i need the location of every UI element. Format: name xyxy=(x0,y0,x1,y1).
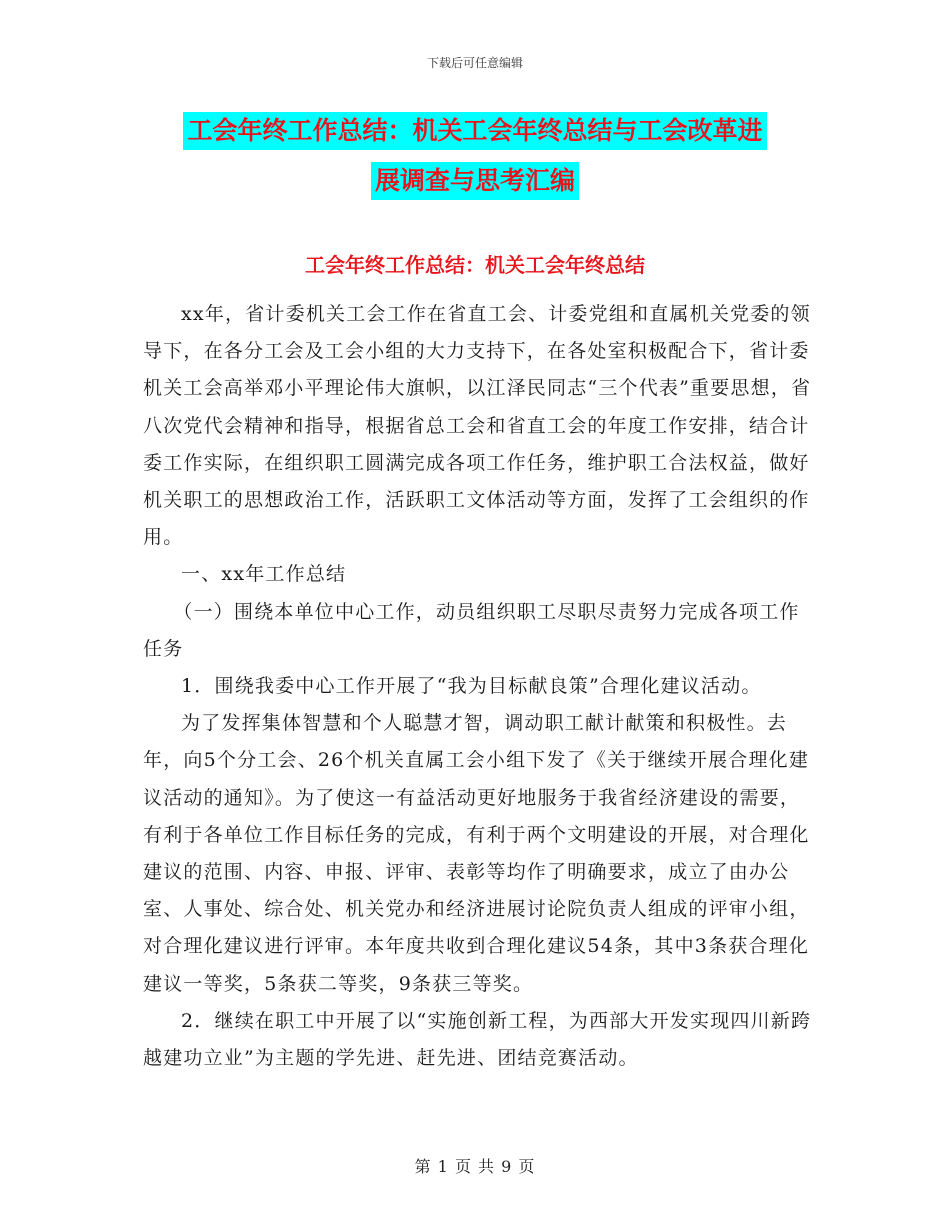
heading-subsection-1: （一）围绕本单位中心工作，动员组织职工尽职尽责努力完成各项工作任务 xyxy=(143,600,800,660)
main-title-line-1: 工会年终工作总结：机关工会年终总结与工会改革进 xyxy=(183,112,766,150)
main-title xyxy=(0,112,950,212)
paragraph-intro: xx年，省计委机关工会工作在省直工会、计委党组和直属机关党委的领导下，在各分工会及工会小组的大力支持下，在各处室积极配合下，省计委机关工会高举邓小平理论伟大旗帜，以江泽民同志“三个代表”重要思想，省八次党代会精神和指导，根据省总工会和省直工会的年度工作安排，结合计委工作实际，在组织职工圆满完成各项工作任务，维护职工合法权益，做好机关职工的思想政治工作，活跃职工文体活动等方面，发挥了工会组织的作用。 xyxy=(143,303,812,549)
paragraph-suggestions: 为了发挥集体智慧和个人聪慧才智，调动职工献计献策和积极性。去年，向5个分工会、26个机关直属工会小组下发了《关于继续开展合理化建议活动的通知》。为了使这一有益活动更好地服务于我省经济建设的需要，有利于各单位工作目标任务的完成，有利于两个文明建设的开展，对合理化建议的范围、内容、申报、评审、表彰等均作了明确要求，成立了由办公室、人事处、综合处、机关党办和经济进展讨论院负责人组成的评审小组，对合理化建议进行评审。本年度共收到合理化建议54条，其中3条获合理化建议一等奖，5条获二等奖，9条获三等奖。 xyxy=(143,712,810,995)
main-title-line-2: 展调查与思考汇编 xyxy=(371,162,579,200)
page-footer: 第 1 页 共 9 页 xyxy=(414,1157,536,1176)
section-title: 工会年终工作总结：机关工会年终总结 xyxy=(305,253,645,277)
heading-section-1: 一、xx年工作总结 xyxy=(181,563,347,586)
paragraph-item-1: 1．围绕我委中心工作开展了“我为目标献良策”合理化建议活动。 xyxy=(181,675,762,698)
document-body xyxy=(143,296,813,1077)
header-note: 下载后可任意编辑 xyxy=(426,56,523,70)
paragraph-item-2: 2．继续在职工中开展了以“实施创新工程，为西部大开发实现四川新跨越建功立业”为主题的学先进、赶先进、团结竞赛活动。 xyxy=(143,1009,812,1070)
